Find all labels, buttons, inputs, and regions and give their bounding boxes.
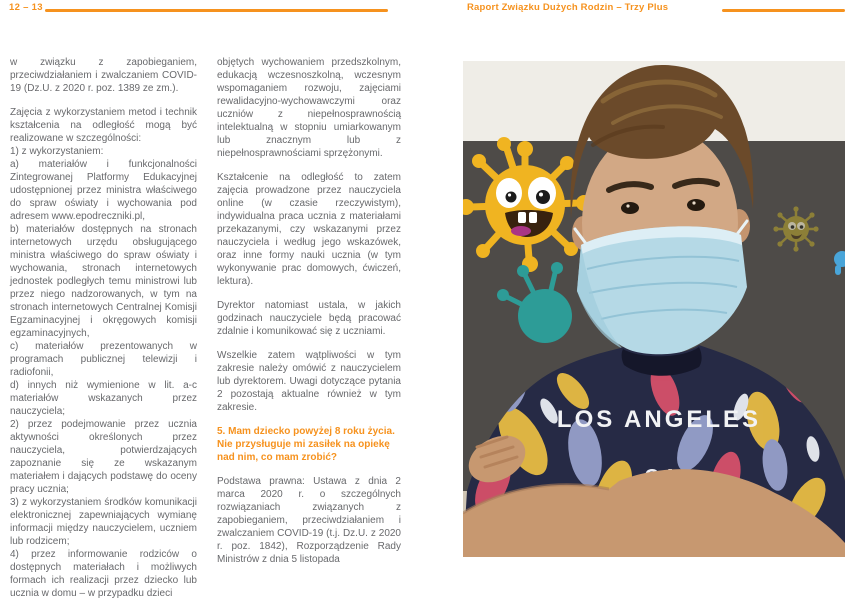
paragraph: Kształcenie na odległość to zatem zajęcia prowadzone przez nauczyciela online (w czasie rzeczywistym), indywidualna praca ucznia z materiałami przekazanymi, czy wskazanymi przez nauczyciela i według jego wskazówek, oraz inne formy nauki ucznia (w tym wykonywanie prac domowych, ćwiczeń, lektura). xyxy=(217,172,401,287)
paragraph: Dyrektor natomiast ustala, w jakich godzinach nauczyciele będą pracować zdalnie i komunikować się z uczniami. xyxy=(217,300,401,337)
text-column-middle xyxy=(217,56,401,577)
paragraph: 2) przez podejmowanie przez ucznia aktywności określonych przez nauczyciela, potwierdzających zapoznanie się ze wskazanym materiałem i dających podstawę do oceny pracy ucznia; xyxy=(10,419,197,495)
paragraph: w związku z zapobieganiem, przeciwdziałaniem i zwalczaniem COVID-19 (Dz.U. z 2020 r. poz. 1389 ze zm.). xyxy=(10,57,197,94)
paragraph: Podstawa prawna: Ustawa z dnia 2 marca 2020 r. o szczególnych rozwiązaniach związanych z zapobieganiem, przeciwdziałaniem i zwalczaniem COVID-19 (t.j. Dz.U. z 2020 r. poz. 1842), Rozporządzenie Rady Ministrów z dnia 5 listopada xyxy=(217,476,401,565)
paragraph: b) materiałów dostępnych na stronach internetowych urzędu obsługującego ministra właściwego do spraw oświaty i wychowania, stronach internetowych jednostek podległych temu ministrowi lub przez niego nadzorowanych, w tym na stronach internetowych Centralnej Komisji Egzaminacyjnej i okręgowych komisji egzaminacyjnych, xyxy=(10,224,197,339)
photo-illustration xyxy=(463,61,845,557)
question-heading: 5. Mam dziecko powyżej 8 roku życia. Nie przysługuje mi zasiłek na opiekę nad nim, co mam zrobić? xyxy=(217,426,395,463)
photo-boy-face-mask xyxy=(463,61,845,557)
paragraph: 3) z wykorzystaniem środków komunikacji elektronicznej zapewniających wymianę informacji między nauczycielem, uczniem lub rodzicem; xyxy=(10,497,197,547)
paragraph: Zajęcia z wykorzystaniem metod i technik kształcenia na odległość mogą być realizowane w szczególności: xyxy=(10,107,197,144)
paragraph: a) materiałów i funkcjonalności Zintegrowanej Platformy Edukacyjnej udostępnionej przez ministra właściwego do spraw oświaty i wychowania pod adresem www.epodreczniki.pl, xyxy=(10,159,197,222)
header-rule-left xyxy=(45,9,388,12)
text-column-left xyxy=(10,56,197,600)
virus-small-icon xyxy=(773,206,818,251)
paragraph: d) innych niż wymienione w lit. a-c materiałów wskazanych przez nauczyciela; xyxy=(10,380,197,417)
paragraph: 1) z wykorzystaniem: xyxy=(10,146,104,157)
paragraph: c) materiałów prezentowanych w programach publicznej telewizji i radiofonii, xyxy=(10,341,197,378)
paragraph: 4) przez informowanie rodziców o dostępnych materiałach i możliwych formach ich realizacji przez dziecko lub ucznia w domu – w przypadku dzieci xyxy=(10,549,197,599)
header-rule-right xyxy=(722,9,845,12)
page-numbers: 12 – 13 xyxy=(9,2,43,13)
paragraph: objętych wychowaniem przedszkolnym, edukacją wczesnoszkolną, wczesnym wspomaganiem rozwoju, zajęciami rewalidacyjno-wychowawczymi oraz uczniów z niepełnosprawnością intelektualną w stopniu umiarkowanym lub znacznym lub z niepełnosprawnościami sprzężonymi. xyxy=(217,57,401,159)
paragraph: Wszelkie zatem wątpliwości w tym zakresie należy omówić z nauczycielem lub dyrektorem. Uwagi dotyczące pytania 2 pozostają aktualne również w tym zakresie. xyxy=(217,350,401,413)
shirt-text-line1: LOS ANGELES xyxy=(556,406,762,433)
header-title: Raport Związku Dużych Rodzin – Trzy Plus xyxy=(467,2,669,13)
